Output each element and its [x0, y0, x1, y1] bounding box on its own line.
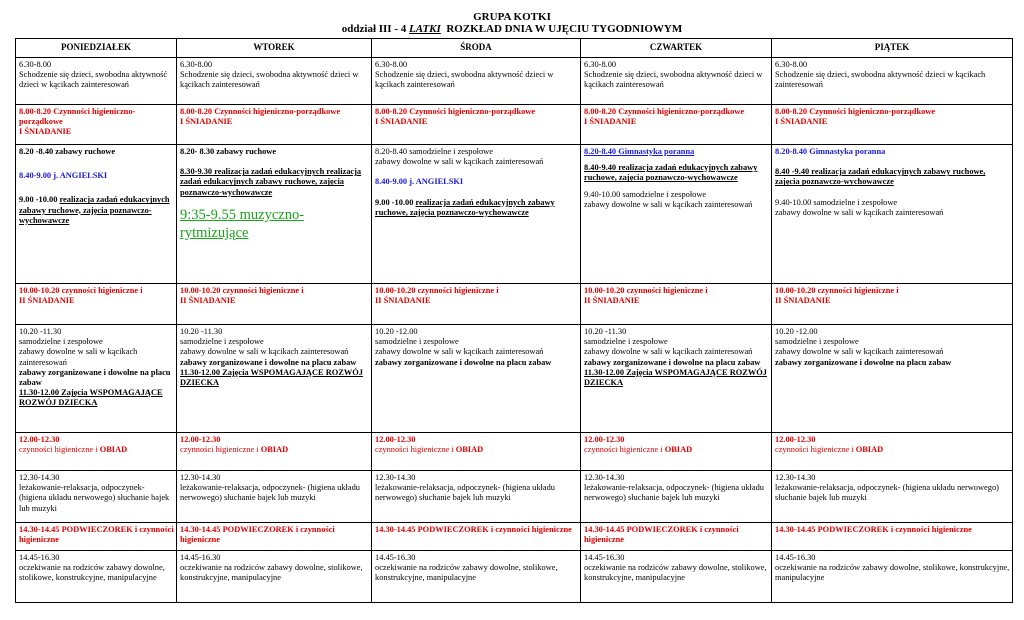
group-title: GRUPA KOTKI	[473, 11, 551, 23]
cell: 14.30-14.45 PODWIECZOREK i czynności higieniczne	[581, 523, 772, 551]
weekly-schedule-table	[15, 38, 1013, 603]
cell: 10.00-10.20 czynności higieniczne i II ŚNIADANIE	[16, 284, 177, 325]
subtitle-suffix: ROZKŁAD DNIA W UJĘCIU TYGODNIOWYM	[440, 23, 683, 35]
cell: 10.20 -12.00 samodzielne i zespołowe zabawy dowolne w sali w kącikach zainteresowań zabawy zorganizowane i dowolne na placu zabaw	[372, 325, 581, 433]
cell: 8.20-8.40 Gimnastyka poranna 8.40-9.40 realizacja zadań edukacyjnych zabawy ruchowe, zajęcia poznawczo-wychowawcze 9.40-10.00 samodzielne i zespołowe zabawy dowolne w sali w kącikach zainteresowań	[581, 145, 772, 284]
day-friday: PIĄTEK	[772, 39, 1013, 58]
schedule-row-arrival	[16, 58, 1013, 105]
cell: 10.00-10.20 czynności higieniczne i II ŚNIADANIE	[177, 284, 372, 325]
subtitle-prefix: oddział III - 4	[341, 23, 410, 35]
day-tuesday: WTOREK	[177, 39, 372, 58]
schedule-row-second-breakfast	[16, 284, 1013, 325]
cell: 10.20 -11.30 samodzielne i zespołowe zabawy dowolne w sali w kącikach zainteresowań zabawy zorganizowane i dowolne na placu zabaw 11.30-12.00 Zajęcia WSPOMAGAJĄCE ROZWÓJ DZIECKA	[16, 325, 177, 433]
cell: 6.30-8.00 Schodzenie się dzieci, swobodna aktywność dzieci w kącikach zainteresowań	[177, 58, 372, 105]
cell: 12.00-12.30 czynności higieniczne i OBIAD	[16, 433, 177, 471]
cell: 14.30-14.45 PODWIECZOREK i czynności higieniczne	[372, 523, 581, 551]
cell: 6.30-8.00 Schodzenie się dzieci, swobodna aktywność dzieci w kącikach zainteresowań	[372, 58, 581, 105]
schedule-row-education	[16, 145, 1013, 284]
cell: 8.20- 8.30 zabawy ruchowe 8.30-9.30 realizacja zadań edukacyjnych realizacja zadań edukacyjnych zabawy ruchowe, zajęcia poznawczo-wychowawcze 9:35-9.55 muzyczno-rytmizujące	[177, 145, 372, 284]
schedule-row-play	[16, 325, 1013, 433]
schedule-row-rest	[16, 471, 1013, 523]
cell: 14.45-16.30 oczekiwanie na rodziców zabawy dowolne, stolikowe, konstrukcyjne, manipulacyjne	[581, 551, 772, 603]
cell: 8.00-8.20 Czynności higieniczno-porządkowe I ŚNIADANIE	[16, 105, 177, 145]
cell: 12.30-14.30 leżakowanie-relaksacja, odpoczynek- (higiena układu nerwowego) słuchanie bajek lub muzyki	[177, 471, 372, 523]
day-thursday: CZWARTEK	[581, 39, 772, 58]
cell: 10.00-10.20 czynności higieniczne i II ŚNIADANIE	[772, 284, 1013, 325]
cell: 14.30-14.45 PODWIECZOREK i czynności higieniczne	[16, 523, 177, 551]
schedule-row-snack	[16, 523, 1013, 551]
cell: 8.20-8.40 samodzielne i zespołowe zabawy dowolne w sali w kącikach zainteresowań 8.40-9.00 j. ANGIELSKI 9.00 -10.00 realizacja zadań edukacyjnych zabawy ruchowe, zajęcia poznawczo-wychowawcze	[372, 145, 581, 284]
schedule-subtitle	[0, 23, 1024, 35]
cell: 10.20 -11.30 samodzielne i zespołowe zabawy dowolne w sali w kącikach zainteresowań zabawy zorganizowane i dowolne na placu zabaw 11.30-12.00 Zajęcia WSPOMAGAJĄCE ROZWÓJ DZIECKA	[177, 325, 372, 433]
cell: 14.30-14.45 PODWIECZOREK i czynności higieniczne	[772, 523, 1013, 551]
cell: 8.00-8.20 Czynności higieniczno-porządkowe I ŚNIADANIE	[772, 105, 1013, 145]
cell: 12.30-14.30 leżakowanie-relaksacja, odpoczynek- (higiena układu nerwowego) słuchanie bajek lub muzyki	[581, 471, 772, 523]
cell: 14.30-14.45 PODWIECZOREK i czynności higieniczne	[177, 523, 372, 551]
schedule-row-lunch	[16, 433, 1013, 471]
schedule-row-pickup	[16, 551, 1013, 603]
day-monday: PONIEDZIAŁEK	[16, 39, 177, 58]
cell: 14.45-16.30 oczekiwanie na rodziców zabawy dowolne, stolikowe, konstrukcyjne, manipulacyjne	[372, 551, 581, 603]
cell: 6.30-8.00 Schodzenie się dzieci, swobodna aktywność dzieci w kącikach zainteresowań	[16, 58, 177, 105]
days-header-row	[16, 39, 1013, 58]
schedule-row-breakfast	[16, 105, 1013, 145]
cell: 8.00-8.20 Czynności higieniczno-porządkowe I ŚNIADANIE	[372, 105, 581, 145]
cell: 12.00-12.30 czynności higieniczne i OBIAD	[177, 433, 372, 471]
music-activity: 9:35-9.55 muzyczno-rytmizujące	[180, 206, 305, 241]
cell: 10.20 -11.30 samodzielne i zespołowe zabawy dowolne w sali w kącikach zainteresowań zabawy zorganizowane i dowolne na placu zabaw 11.30-12.00 Zajęcia WSPOMAGAJĄCE ROZWÓJ DZIECKA	[581, 325, 772, 433]
cell: 10.00-10.20 czynności higieniczne i II ŚNIADANIE	[372, 284, 581, 325]
cell: 12.00-12.30 czynności higieniczne i OBIAD	[372, 433, 581, 471]
subtitle-latki: LATKI	[409, 23, 441, 35]
cell: 12.30-14.30 leżakowanie-relaksacja, odpoczynek- (higiena układu nerwowego) słuchanie bajek lub muzyki	[372, 471, 581, 523]
cell: 6.30-8.00 Schodzenie się dzieci, swobodna aktywność dzieci w kącikach zainteresowań	[772, 58, 1013, 105]
cell: 12.00-12.30 czynności higieniczne i OBIAD	[581, 433, 772, 471]
cell: 6.30-8.00 Schodzenie się dzieci, swobodna aktywność dzieci w kącikach zainteresowań	[581, 58, 772, 105]
cell: 10.20 -12.00 samodzielne i zespołowe zabawy dowolne w sali w kącikach zainteresowań zabawy zorganizowane i dowolne na placu zabaw	[772, 325, 1013, 433]
document-header	[0, 0, 1024, 35]
cell: 14.45-16.30 oczekiwanie na rodziców zabawy dowolne, stolikowe, konstrukcyjne, manipulacyjne	[772, 551, 1013, 603]
cell: 12.30-14.30 leżakowanie-relaksacja, odpoczynek- (higiena układu nerwowego) słuchanie bajek lub muzyki	[772, 471, 1013, 523]
cell: 8.00-8.20 Czynności higieniczno-porządkowe I ŚNIADANIE	[581, 105, 772, 145]
cell: 12.30-14.30 leżakowanie-relaksacja, odpoczynek- (higiena układu nerwowego) słuchanie bajek lub muzyki	[16, 471, 177, 523]
cell: 8.20 -8.40 zabawy ruchowe 8.40-9.00 j. ANGIELSKI 9.00 -10.00 realizacja zadań edukacyjnych zabawy ruchowe, zajęcia poznawczo-wychowawcze	[16, 145, 177, 284]
cell: 8.00-8.20 Czynności higieniczno-porządkowe I ŚNIADANIE	[177, 105, 372, 145]
cell: 8.20-8.40 Gimnastyka poranna 8.40 -9.40 realizacja zadań edukacyjnych zabawy ruchowe, zajęcia poznawczo-wychowawcze 9.40-10.00 samodzielne i zespołowe zabawy dowolne w sali w kącikach zainteresowań	[772, 145, 1013, 284]
cell: 10.00-10.20 czynności higieniczne i II ŚNIADANIE	[581, 284, 772, 325]
day-wednesday: ŚRODA	[372, 39, 581, 58]
cell: 14.45-16.30 oczekiwanie na rodziców zabawy dowolne, stolikowe, konstrukcyjne, manipulacyjne	[16, 551, 177, 603]
cell: 12.00-12.30 czynności higieniczne i OBIAD	[772, 433, 1013, 471]
cell: 14.45-16.30 oczekiwanie na rodziców zabawy dowolne, stolikowe, konstrukcyjne, manipulacyjne	[177, 551, 372, 603]
